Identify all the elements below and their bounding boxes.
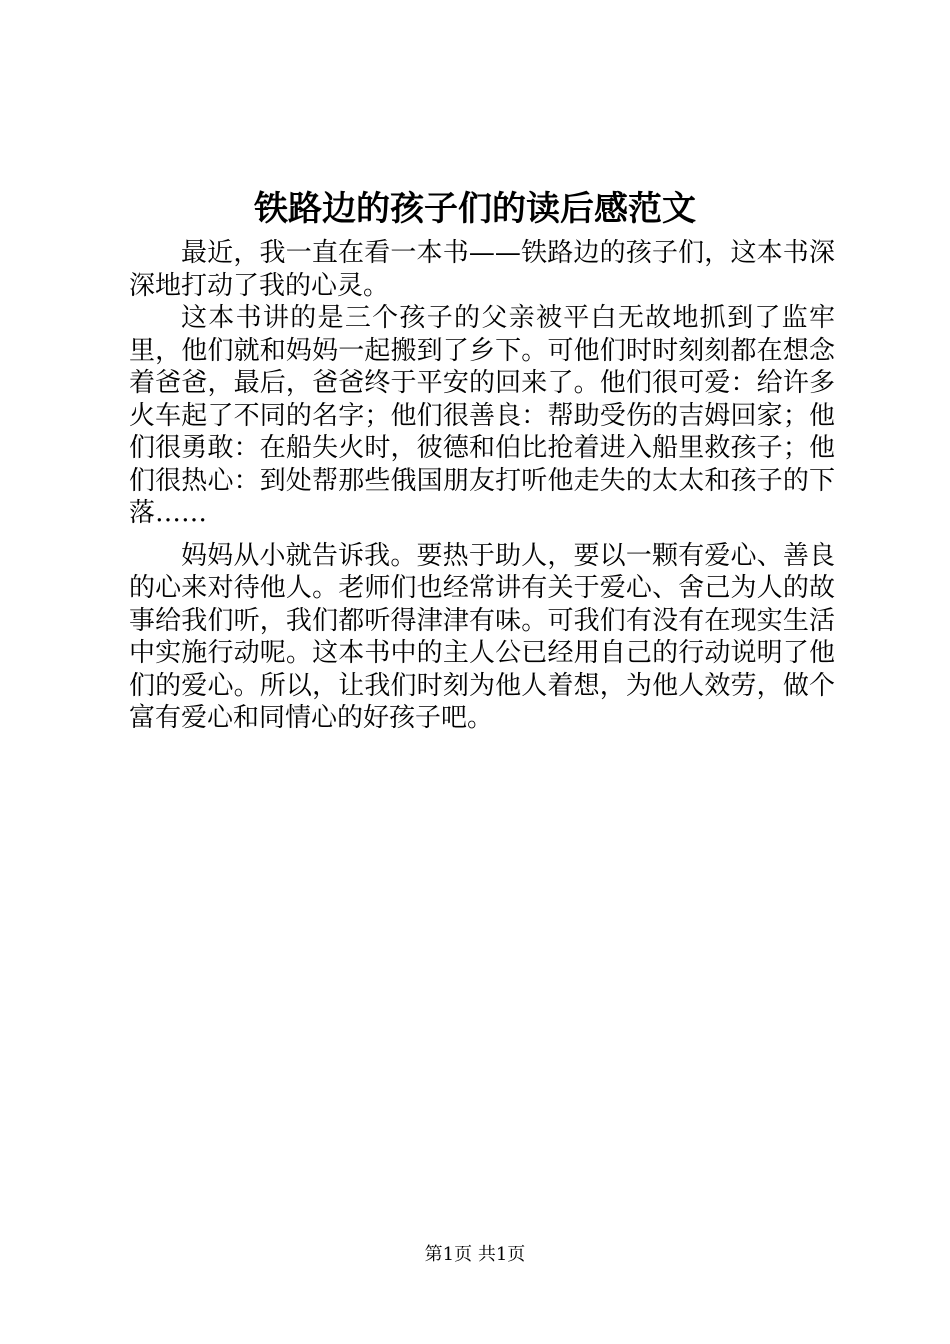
document-body	[129, 237, 835, 735]
paragraph-3: 妈妈从小就告诉我。要热于助人，要以一颗有爱心、善良的心来对待他人。老师们也经常讲有关于爱心、舍己为人的故事给我们听，我们都听得津津有味。可我们有没有在现实生活中实施行动呢。这本书中的主人公已经用自己的行动说明了他们的爱心。所以，让我们时刻为他人着想，为他人效劳，做个富有爱心和同情心的好孩子吧。	[129, 540, 835, 733]
paragraph-2: 这本书讲的是三个孩子的父亲被平白无故地抓到了监牢里，他们就和妈妈一起搬到了乡下。可他们时时刻刻都在想念着爸爸，最后，爸爸终于平安的回来了。他们很可爱：给许多火车起了不同的名字；他们很善良：帮助受伤的吉姆回家；他们很勇敢：在船失火时，彼德和伯比抢着进入船里救孩子；他们很热心：到处帮那些俄国朋友打听他走失的太太和孩子的下落……	[129, 303, 835, 528]
document-title: 铁路边的孩子们的读后感范文	[254, 189, 696, 229]
paragraph-1: 最近，我一直在看一本书——铁路边的孩子们，这本书深深地打动了我的心灵。	[129, 238, 835, 301]
page-footer: 第1页 共1页	[424, 1244, 526, 1265]
